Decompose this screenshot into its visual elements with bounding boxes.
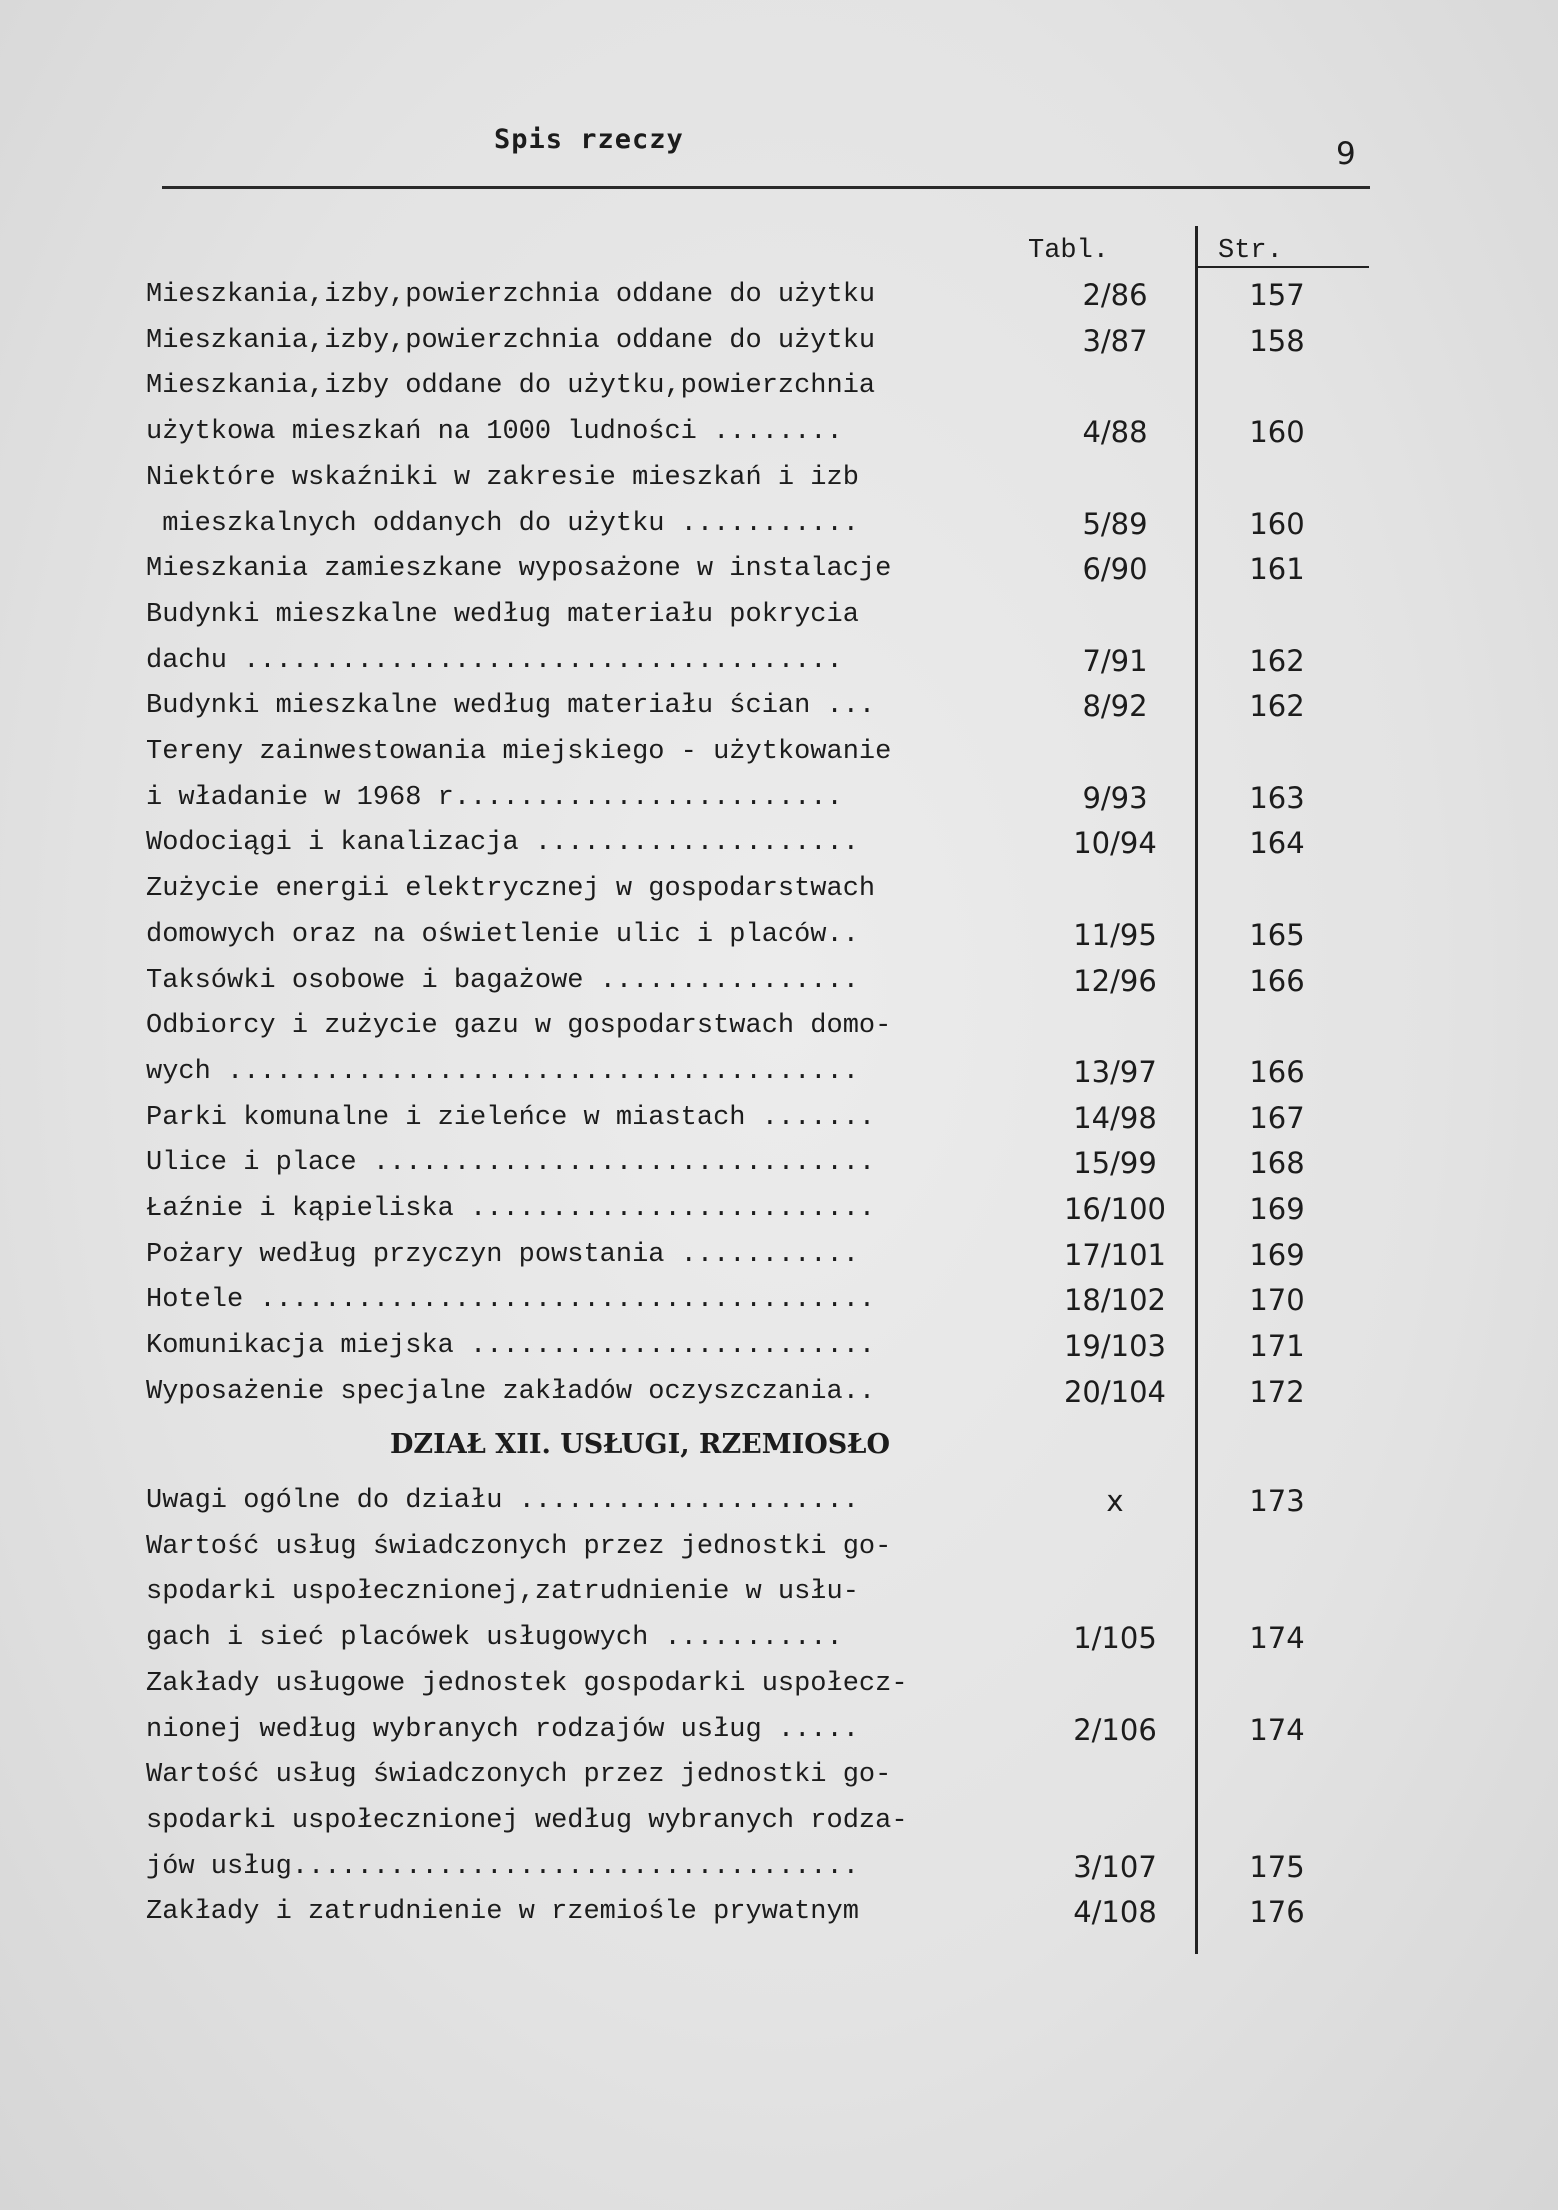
page-reference: 162 [1249, 689, 1305, 724]
toc-entry-line [0, 272, 1558, 318]
toc-entry-line [0, 455, 1558, 501]
entry-text: domowych oraz na oświetlenie ulic i placów.. [146, 919, 859, 950]
toc-entry-line [0, 1277, 1558, 1323]
entry-text: i władanie w 1968 r........................ [146, 782, 843, 813]
table-number: 11/95 [1073, 917, 1157, 952]
toc-entry-line [0, 1232, 1558, 1278]
page-reference: 176 [1249, 1895, 1305, 1930]
page-reference: 168 [1249, 1146, 1305, 1181]
page-reference: 172 [1249, 1374, 1305, 1409]
page-number: 9 [1336, 136, 1356, 172]
table-number: 14/98 [1073, 1100, 1157, 1135]
toc-entry-line [0, 683, 1558, 729]
entry-text: Taksówki osobowe i bagażowe ................ [146, 965, 859, 996]
page-reference: 170 [1249, 1283, 1305, 1318]
toc-entry-line [0, 1478, 1558, 1524]
table-number: 17/101 [1063, 1237, 1167, 1272]
toc-entry-line [0, 775, 1558, 821]
table-number: 6/90 [1082, 552, 1148, 587]
table-number: 1/105 [1073, 1621, 1157, 1656]
entry-text: Parki komunalne i zieleńce w miastach ....... [146, 1102, 876, 1133]
page-reference: 160 [1249, 506, 1305, 541]
toc-entry-line [0, 1524, 1558, 1570]
entry-text: Zakłady usługowe jednostek gospodarki uspołecz- [146, 1668, 908, 1699]
entry-text: Budynki mieszkalne według materiału ścian ... [146, 691, 876, 722]
entry-text: Budynki mieszkalne według materiału pokrycia [146, 599, 859, 630]
entry-text: jów usług................................... [146, 1851, 859, 1882]
header-rule [162, 186, 1370, 189]
toc-entry-line [0, 592, 1558, 638]
entry-text: spodarki uspołecznionej,zatrudnienie w usłu- [146, 1577, 859, 1608]
entry-text: Wartość usług świadczonych przez jednostki go- [146, 1760, 892, 1791]
table-number: 8/92 [1082, 689, 1148, 724]
table-number: 20/104 [1063, 1374, 1167, 1409]
entry-text: dachu ..................................... [146, 645, 843, 676]
table-number: 16/100 [1063, 1192, 1167, 1226]
table-number: 3/107 [1073, 1849, 1157, 1884]
entry-text: gach i sieć placówek usługowych ........... [146, 1623, 843, 1654]
table-number: 18/102 [1063, 1283, 1167, 1318]
toc-entry-line [0, 363, 1558, 409]
entry-text: Komunikacja miejska ......................... [146, 1331, 876, 1362]
page-reference: 162 [1249, 643, 1305, 678]
toc-entry-line [0, 1323, 1558, 1369]
table-number: 2/86 [1082, 278, 1148, 312]
entry-text: Wyposażenie specjalne zakładów oczyszczania.. [146, 1376, 876, 1407]
page-reference: 173 [1249, 1484, 1305, 1518]
entry-text: Zakłady i zatrudnienie w rzemiośle prywatnym [146, 1897, 859, 1928]
column-header-str: Str. [1218, 236, 1283, 266]
page-reference: 158 [1249, 323, 1305, 358]
page-reference: 165 [1249, 917, 1305, 952]
toc-entry-line [0, 1369, 1558, 1415]
table-number: x [1106, 1484, 1124, 1518]
column-header-tabl: Tabl. [1028, 236, 1110, 266]
entry-text: Wartość usług świadczonych przez jednostki go- [146, 1531, 892, 1562]
toc-entry-line [0, 1889, 1558, 1935]
page-reference: 164 [1249, 826, 1305, 861]
entry-text: Mieszkania,izby,powierzchnia oddane do użytku [146, 280, 876, 310]
column-header-rule [1195, 266, 1369, 268]
toc-entry-line [0, 729, 1558, 775]
page-reference: 175 [1249, 1849, 1305, 1884]
toc-entry-line [0, 1615, 1558, 1661]
entry-text: Odbiorcy i zużycie gazu w gospodarstwach domo- [146, 1011, 892, 1042]
table-number: 5/89 [1082, 506, 1148, 541]
entry-text: Niektóre wskaźniki w zakresie mieszkań i izb [146, 462, 859, 493]
toc-entry-line [0, 1095, 1558, 1141]
entry-text: Mieszkania,izby oddane do użytku,powierzchnia [146, 371, 876, 402]
table-number: 7/91 [1082, 643, 1148, 678]
toc-entry-line [0, 546, 1558, 592]
table-number: 13/97 [1073, 1054, 1157, 1089]
toc-entry-line [0, 318, 1558, 364]
entry-text: Wodociągi i kanalizacja .................... [146, 828, 859, 859]
toc-entry-line [0, 1844, 1558, 1890]
toc-entry-line [0, 409, 1558, 455]
toc-entry-line [0, 638, 1558, 684]
table-number: 12/96 [1073, 963, 1157, 998]
toc-entry-line [0, 958, 1558, 1004]
page-reference: 169 [1249, 1192, 1305, 1226]
toc-entry-line [0, 820, 1558, 866]
table-number: 3/87 [1082, 323, 1148, 358]
table-number: 19/103 [1063, 1329, 1167, 1364]
page-reference: 166 [1249, 1054, 1305, 1089]
toc-entry-line [0, 1569, 1558, 1615]
entry-text: Tereny zainwestowania miejskiego - użytkowanie [146, 737, 892, 767]
entry-text: użytkowa mieszkań na 1000 ludności ........ [146, 417, 843, 448]
entry-text: Łaźnie i kąpieliska ......................... [146, 1194, 876, 1224]
entry-text: Zużycie energii elektrycznej w gospodarstwach [146, 874, 876, 905]
toc-entry-line [0, 1140, 1558, 1186]
page-reference: 169 [1249, 1237, 1305, 1272]
toc-entry-line [0, 1798, 1558, 1844]
entry-text: mieszkalnych oddanych do użytku ........... [146, 508, 859, 539]
toc-entry-line [0, 1752, 1558, 1798]
entry-text: Pożary według przyczyn powstania ........... [146, 1239, 859, 1270]
toc-entry-line [0, 1003, 1558, 1049]
toc-entry-line [0, 501, 1558, 547]
table-number: 15/99 [1073, 1146, 1157, 1181]
entry-text: Ulice i place ............................... [146, 1148, 876, 1179]
running-head: Spis rzeczy [494, 124, 684, 155]
page-reference: 174 [1249, 1712, 1305, 1747]
page-reference: 157 [1249, 278, 1305, 312]
section-title: DZIAŁ XII. USŁUGI, RZEMIOSŁO [389, 1429, 890, 1460]
page-reference: 166 [1249, 963, 1305, 998]
entry-text: nionej według wybranych rodzajów usług ..... [146, 1714, 859, 1745]
page-reference: 174 [1249, 1621, 1305, 1656]
entry-text: wych ....................................... [146, 1056, 859, 1087]
table-number: 9/93 [1082, 780, 1148, 815]
toc-entry-line [0, 912, 1558, 958]
toc-entry-line [0, 1049, 1558, 1095]
toc-entry-line [0, 1707, 1558, 1753]
entry-text: Uwagi ogólne do działu ..................... [146, 1486, 859, 1516]
table-number: 10/94 [1073, 826, 1157, 861]
page-reference: 167 [1249, 1100, 1305, 1135]
entry-text: Mieszkania,izby,powierzchnia oddane do użytku [146, 325, 876, 356]
entry-text: Mieszkania zamieszkane wyposażone w instalacje [146, 554, 892, 585]
toc-entry-line [0, 1186, 1558, 1232]
table-number: 4/88 [1082, 415, 1148, 450]
page-reference: 160 [1249, 415, 1305, 450]
toc-entry-line [0, 1661, 1558, 1707]
entry-text: Hotele ...................................... [146, 1285, 876, 1316]
page-reference: 163 [1249, 780, 1305, 815]
table-number: 2/106 [1073, 1712, 1157, 1747]
page-reference: 171 [1249, 1329, 1305, 1364]
entry-text: spodarki uspołecznionej według wybranych rodza- [146, 1805, 908, 1836]
table-number: 4/108 [1073, 1895, 1157, 1930]
page-reference: 161 [1249, 552, 1305, 587]
toc-entry-line [0, 866, 1558, 912]
